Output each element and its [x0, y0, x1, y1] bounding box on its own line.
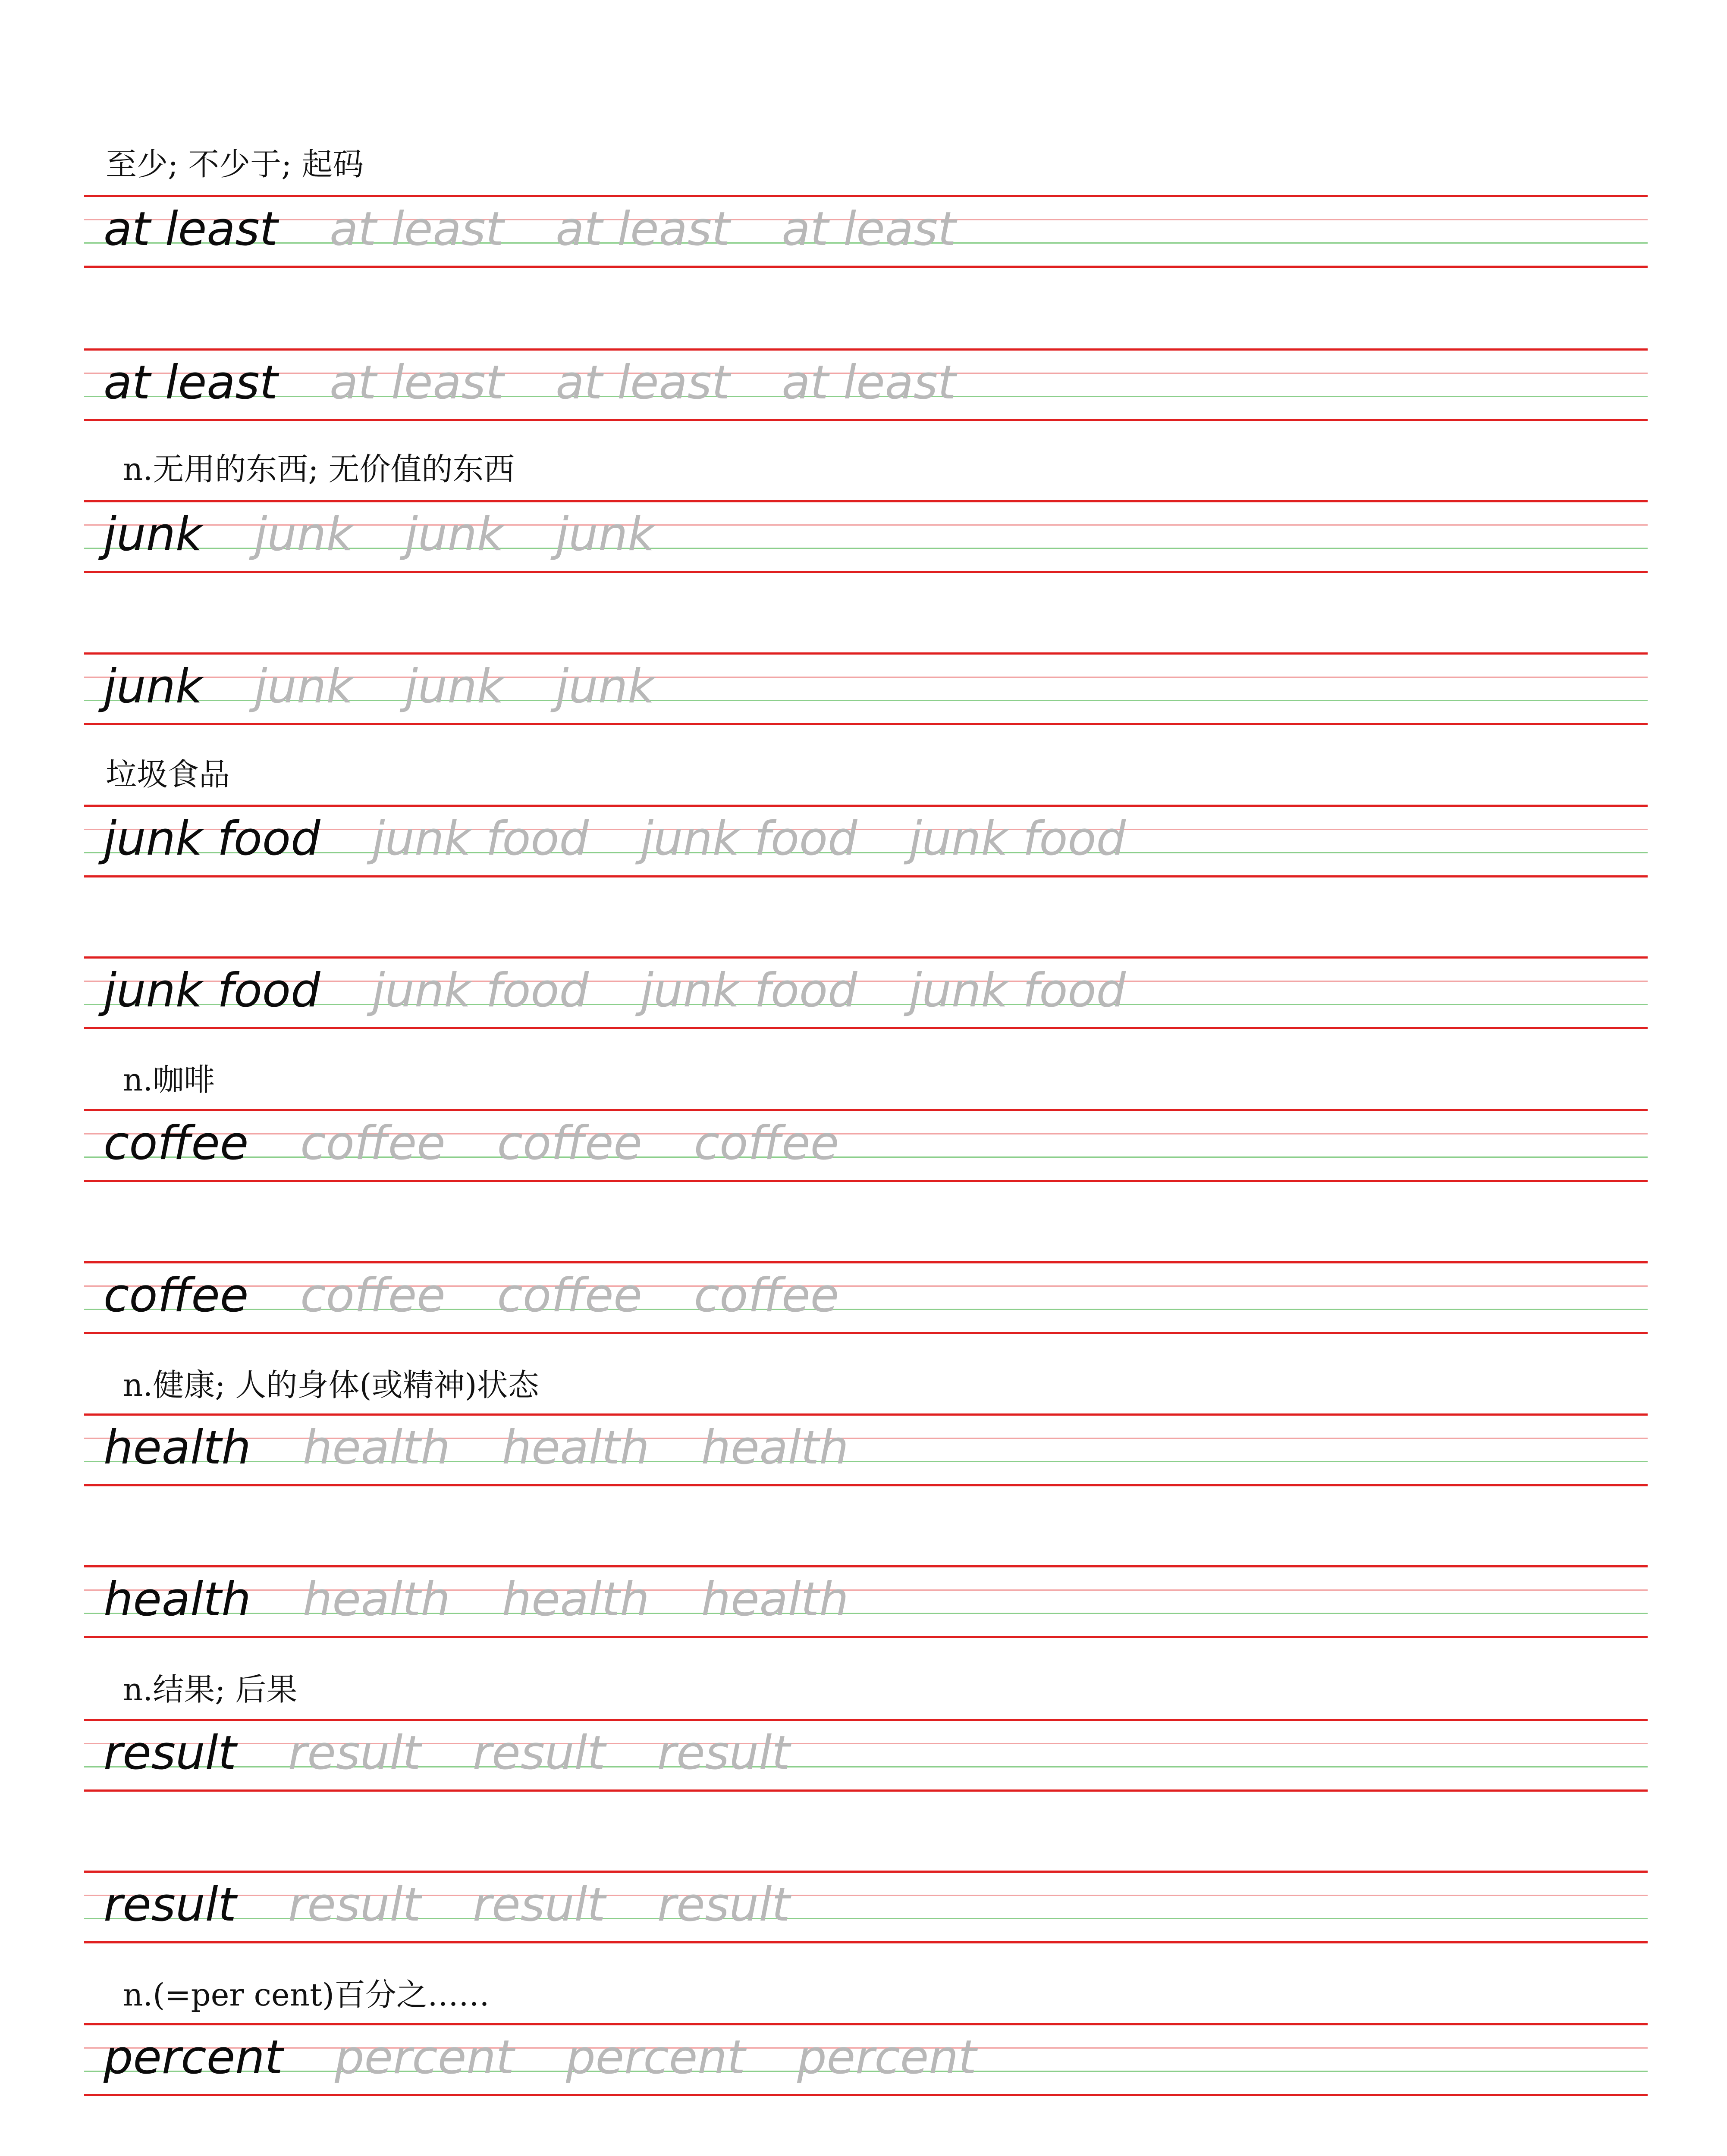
- model-word: at least: [104, 202, 278, 256]
- trace-word: coffee: [497, 1269, 642, 1322]
- trace-word: percent: [797, 2031, 977, 2084]
- model-word: junk: [104, 660, 203, 714]
- practice-row: [84, 1565, 1648, 1638]
- model-word: result: [104, 1878, 236, 1932]
- trace-word: health: [302, 1421, 450, 1475]
- trace-word: at least: [782, 202, 956, 256]
- practice-row: [84, 652, 1648, 725]
- practice-row: [84, 2023, 1648, 2096]
- model-word: junk food: [104, 964, 320, 1018]
- trace-word: result: [472, 1878, 606, 1932]
- trace-word: at least: [782, 356, 956, 410]
- trace-word: junk food: [641, 812, 857, 866]
- trace-word: junk food: [641, 964, 857, 1018]
- practice-row: [84, 1413, 1648, 1486]
- model-word: health: [104, 1421, 251, 1475]
- trace-word: junk: [254, 660, 353, 714]
- trace-word: at least: [330, 356, 504, 410]
- definition-text: 垃圾食品: [106, 756, 230, 793]
- model-word: percent: [104, 2031, 283, 2084]
- model-word: at least: [104, 356, 278, 410]
- model-word: health: [104, 1573, 251, 1626]
- practice-row: [84, 956, 1648, 1029]
- practice-row: [84, 805, 1648, 877]
- definition-text: n.无用的东西; 无价值的东西: [123, 451, 515, 487]
- definition-text: n.健康; 人的身体(或精神)状态: [123, 1367, 539, 1403]
- definition-text: 至少; 不少于; 起码: [106, 146, 364, 182]
- trace-word: junk food: [909, 964, 1126, 1018]
- trace-word: junk food: [909, 812, 1126, 866]
- trace-word: junk: [405, 660, 504, 714]
- definition-text: n.咖啡: [123, 1062, 215, 1098]
- trace-word: at least: [556, 356, 730, 410]
- trace-word: coffee: [300, 1116, 446, 1170]
- trace-word: junk food: [372, 812, 589, 866]
- model-word: coffee: [104, 1269, 249, 1322]
- practice-row: [84, 348, 1648, 421]
- model-word: coffee: [104, 1116, 249, 1170]
- practice-row: [84, 1871, 1648, 1943]
- trace-word: coffee: [497, 1116, 642, 1170]
- trace-word: health: [502, 1421, 650, 1475]
- trace-word: result: [657, 1726, 790, 1780]
- trace-word: percent: [566, 2031, 746, 2084]
- trace-word: junk: [556, 508, 655, 561]
- trace-word: health: [701, 1421, 849, 1475]
- trace-word: coffee: [300, 1269, 446, 1322]
- practice-row: [84, 500, 1648, 573]
- trace-word: at least: [330, 202, 504, 256]
- trace-word: health: [302, 1573, 450, 1626]
- definition-text: n.(=per cent)百分之……: [123, 1977, 490, 2013]
- trace-word: result: [472, 1726, 606, 1780]
- practice-row: [84, 1109, 1648, 1181]
- trace-word: at least: [556, 202, 730, 256]
- trace-word: health: [502, 1573, 650, 1626]
- practice-row: [84, 1719, 1648, 1791]
- trace-word: junk food: [372, 964, 589, 1018]
- model-word: junk food: [104, 812, 320, 866]
- trace-word: junk: [405, 508, 504, 561]
- model-word: result: [104, 1726, 236, 1780]
- trace-word: junk: [254, 508, 353, 561]
- trace-word: result: [288, 1878, 421, 1932]
- definition-text: n.结果; 后果: [123, 1671, 298, 1708]
- trace-word: health: [701, 1573, 849, 1626]
- trace-word: result: [657, 1878, 790, 1932]
- trace-word: coffee: [694, 1116, 839, 1170]
- practice-row: [84, 195, 1648, 267]
- model-word: junk: [104, 508, 203, 561]
- trace-word: junk: [556, 660, 655, 714]
- trace-word: percent: [335, 2031, 515, 2084]
- trace-word: result: [288, 1726, 421, 1780]
- practice-row: [84, 1261, 1648, 1334]
- trace-word: coffee: [694, 1269, 839, 1322]
